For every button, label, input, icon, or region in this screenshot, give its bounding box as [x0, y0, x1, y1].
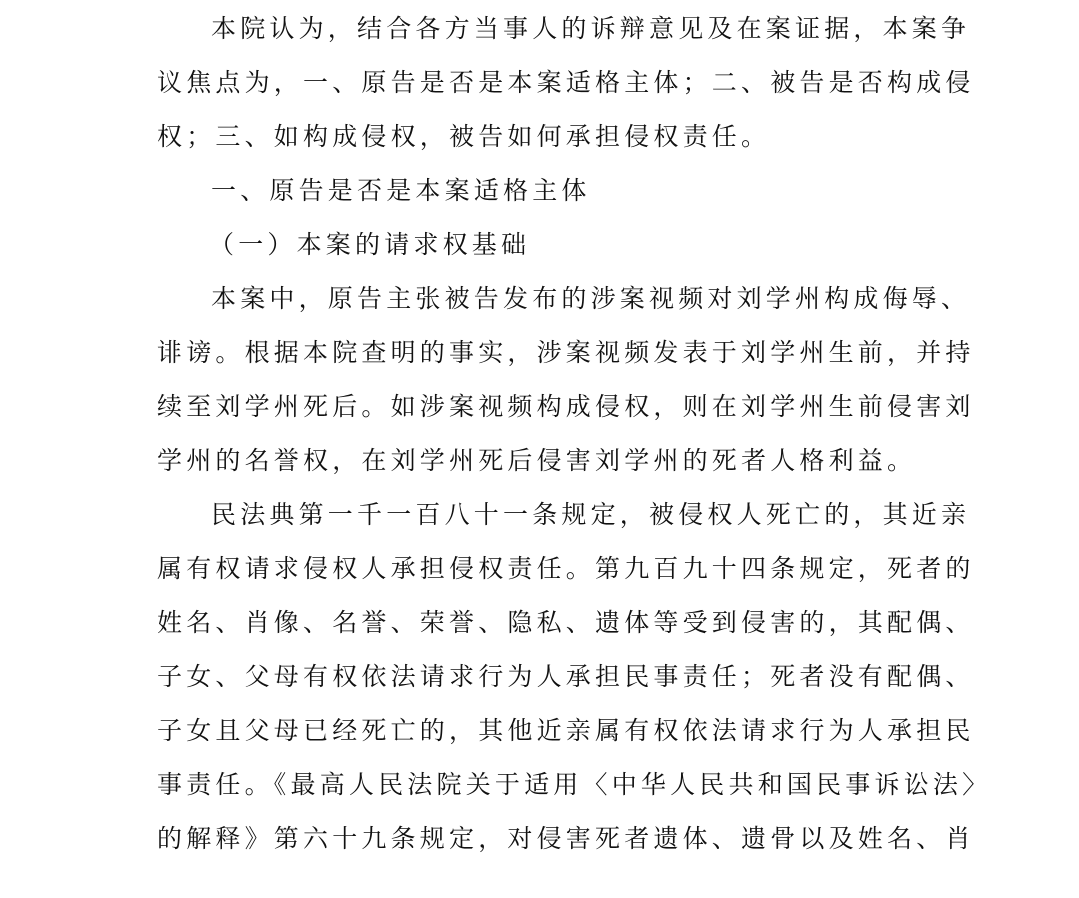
paragraph-line: 民法典第一千一百八十一条规定，被侵权人死亡的，其近亲 [211, 500, 971, 529]
paragraph-line: 属有权请求侵权人承担侵权责任。第九百九十四条规定，死者的 [157, 554, 975, 583]
paragraph-line: 子女、父母有权依法请求行为人承担民事责任；死者没有配偶、 [157, 662, 975, 691]
paragraph-line: 续至刘学州死后。如涉案视频构成侵权，则在刘学州生前侵害刘 [157, 392, 975, 421]
paragraph-line: 子女且父母已经死亡的，其他近亲属有权依法请求行为人承担民 [157, 716, 975, 745]
paragraph-line: 学州的名誉权，在刘学州死后侵害刘学州的死者人格利益。 [157, 446, 917, 475]
section-heading: 一、原告是否是本案适格主体 [211, 176, 591, 205]
paragraph-line: 本院认为，结合各方当事人的诉辩意见及在案证据，本案争 [211, 14, 971, 43]
paragraph-line: 诽谤。根据本院查明的事实，涉案视频发表于刘学州生前，并持 [157, 338, 975, 367]
paragraph-line: 议焦点为，一、原告是否是本案适格主体；二、被告是否构成侵 [157, 68, 975, 97]
paragraph-line: 事责任。《最高人民法院关于适用〈中华人民共和国民事诉讼法〉 [157, 770, 992, 799]
subsection-heading: （一）本案的请求权基础 [209, 230, 531, 259]
paragraph-line: 的解释》第六十九条规定，对侵害死者遗体、遗骨以及姓名、肖 [157, 824, 975, 853]
paragraph-line: 权；三、如构成侵权，被告如何承担侵权责任。 [157, 122, 771, 151]
paragraph-line: 姓名、肖像、名誉、荣誉、隐私、遗体等受到侵害的，其配偶、 [157, 608, 975, 637]
paragraph-line: 本案中，原告主张被告发布的涉案视频对刘学州构成侮辱、 [211, 284, 971, 313]
